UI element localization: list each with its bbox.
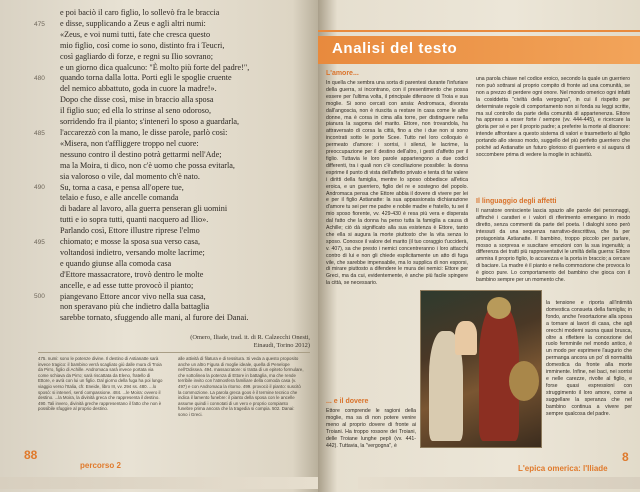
poem-line: tutti e io sopra tutti, quanti nacquero ad Ilio». [60, 215, 209, 225]
footer-band [358, 477, 640, 489]
right-page [318, 0, 640, 492]
line-number: 490 [34, 184, 45, 192]
line-number: 480 [34, 75, 45, 83]
line-number: 495 [34, 238, 45, 246]
column-2-lower [546, 300, 632, 450]
poem-line: telaio e fuso, e alle ancelle comanda [60, 193, 179, 203]
poem-line: mio figlio, così come io sono, distinto fra i Teucri, [60, 40, 225, 50]
section-label-right: L'epica omerica: l'Iliade [518, 464, 608, 473]
left-footer [0, 462, 318, 492]
painting-image [420, 290, 542, 448]
poem-line: nessuno contro il destino potrà gettarmi nell'Ade; [60, 149, 222, 159]
figure-helmet [487, 297, 511, 319]
poem-line: di badare al lavoro, alla guerra penseran gli uomini [60, 204, 228, 214]
poem-line: chiomato; e mosse la sposa sua verso casa, [60, 237, 201, 247]
poem-line: e disse, supplicando a Zeus e agli altri numi: [60, 18, 206, 28]
column-1 [326, 68, 468, 298]
section-label-left: percorso 2 [80, 461, 121, 470]
poem-line: così gagliardo di forze, e regni su Ilio sovrano; [60, 51, 214, 61]
section-heading: Il linguaggio degli affetti [476, 198, 557, 205]
poem-line: non speravano più che indietro dalla battaglia [60, 302, 210, 312]
poem-line: Parlando così, Ettore illustre riprese l'elmo [60, 226, 200, 236]
poem-line: d'Ettore massacratore, trovò dentro le molte [60, 269, 204, 279]
poem-line: sarebbe tornato, sfuggendo alle mani, al furore dei Danai. [60, 313, 249, 323]
poem-text [34, 8, 310, 324]
page-number-right: 8 [622, 450, 629, 464]
section-text: In quella che sembra una sorta di parentesi durante l'infuriare della guerra, si incontrano, con il presentimento che possa essere per l'ultima volta, il principale difensore di Troia e sua moglie. Si sono cercati con ansia: Andromaca, divorata dall'angoscia, non è riuscita a restare in casa come le altre donne, ma è corsa in cima alla torre, per distinguere nella pianura la sagoma del marito. Ettore, non trovandola, ha attraversato di corsa la città, fino a che i due non si sono incontrati sotto le porte Scee. Tutto nel loro colloquio è permeato d'amore: i sorrisi, i silenzi, le lacrime, la preoccupazione per il destino dell'altro, i gesti d'affetto per il figlio. Tuttavia le loro parole appartengono a due codici differenti, tra i quali non c'è conciliazione possibile: la donna esprime il punto di vista dell'affetto privato e tenta di far valere i diritti della famiglia, mentre lo sposo obbedisce all'etica eroica, e un guerriero, figlio del re e sostegno del popolo. Andromaca pensa che Ettore abbia il dovere di vivere per lei e per il figlio Astianatte: la sua appassionata dichiarazione d'amore tu sei per me padre e nobile madre e fratello, tu sei il mio sposo fiorente, vv. 429-430 è resa più vera e disperata dal fatto che la donna ha perso tutta la famiglia a causa di Achille; ciò dà significato alla sua esistenza è Ettore, tanto che ella si augura la morte piuttosto che la vita senza lo sposo. Conosce il valore del marito (il tuo coraggio t'ucciderà, v. 407), sa che presto i nemici concentreranno i loro attacchi contro di lui e non gli chiede esplicitamente un atto di fuga vile, che sarebbe impensabile, ma lo supplica di non esporsi, di mirare piuttosto a difendere le mura dei nemici: Ettore per Greci, ma da cui, evidentemente, è anche più facile spingere la città, se necessario. [326, 80, 468, 287]
citation-line1: (Omero, Iliade, trad. it. di R. Calzecchi Onesti, [190, 334, 310, 341]
citation [150, 334, 310, 350]
poem-line: sia valoroso o vile, dal momento ch'è nato. [60, 171, 200, 181]
poem-line: Dopo che disse così, mise in braccio alla sposa [60, 95, 214, 105]
poem-line: e poi baciò il caro figlio, lo sollevò fra le braccia [60, 8, 220, 17]
poem-line: del nemico abbattuto, goda in cuore la madre!». [60, 84, 217, 94]
poem-line: Su, torna a casa, e pensa all'opere tue, [60, 182, 184, 192]
column-2 [476, 76, 630, 284]
footer-band [0, 477, 318, 489]
page-title: Analisi del testo [332, 40, 458, 57]
poem-line: quando torna dalla lotta. Porti egli le spoglie cruente [60, 73, 232, 83]
line-number: 475 [34, 20, 45, 28]
poem-line: il figlio suo; ed ella lo strinse al seno odoroso, [60, 106, 211, 116]
section-text: Il narratore onnisciente lascia spazio alle parole dei personaggi, affinché i caratteri e i valori di riferimento emergano in modo diretto, senza commenti da parte del poeta. I dialoghi sono però intessuti da una sequenza narrativo-descrittiva, che fa per protagonista Astianatte. Il bambino, troppo piccolo per parlare, mosso a sorpresa e suscitare emozioni con la sua ingenuità; a differenza dei tratti più rappresentativi le umiltà della guerra: Ettore ammira il proprio figlio, lo accarezza e la porta in braccio; a cercare di baciare. La madre è il pianto e nella commozione che provoca lo è gioco pure. Lo comportamento del bambino che gioca con il bambino sempre per un momento che. [476, 208, 630, 284]
section-heading: L'amore... [326, 70, 359, 77]
poem-line: «Misera, non t'affliggere troppo nel cuore: [60, 138, 199, 148]
footnotes-column-left: 475. numi: sono le potenze divine. Il destino di Astianatte sarà invece tragico: il bambino verrà scagliato giù dalle mura di Troia da Pirro, figlio di Achille. Andromaca sarà invece portata via come schiava da Pirro; sarà riscattata da Eleno, fratello di Ettore, e avrà con lui un figlio. Dal giorno della fuga ha poi lungo viaggio verso l'Italia, cfr. Eneide, libro III, vv. 294 ss. 480. ...lo sposò: si intenerì, sentì compassione. 484. ...le Moira: ovvero il destino. ...la Moira, la divinità greca che rappresenta il destino. 490. Tali invero, divinità greche rappresentano il fatto che non è possibile sfuggire al proprio destino. [38, 356, 163, 412]
poem-line: sorridendo fra il pianto; s'intenerì lo sposo a guardarla, [60, 117, 240, 127]
footnotes [38, 352, 310, 462]
section-text: Ettore comprende le ragioni della moglie, ma sa di non potere venire meno al proprio dovere di fronte ai Troiani. Ha troppo rossore dei Troiani, delle Troiane lunghe pepli (vv. 441-442). Tuttavia, la "vergogna", è [326, 408, 416, 449]
poem-line: voltandosi indietro, versando molte lacrime; [60, 247, 205, 257]
citation-line2: Einaudi, Torino 2012) [253, 342, 310, 349]
line-number: 500 [34, 293, 45, 301]
poem-line: piangevano Ettore ancor vivo nella sua casa, [60, 291, 206, 301]
section-heading: ... e il dovere [326, 398, 369, 405]
line-number: 485 [34, 129, 45, 137]
left-page [0, 0, 318, 492]
poem-line: ancelle, e ad esse tutte provocò il pianto; [60, 280, 194, 290]
poem-line: «Zeus, e voi numi tutti, fate che cresca questo [60, 29, 211, 39]
top-rule [318, 30, 640, 32]
page-number-left: 88 [24, 448, 38, 462]
column-1-lower [326, 396, 416, 464]
poem-line: e un giorno dica qualcuno: "È molto più forte del padre!", [60, 62, 250, 72]
figure-shield [509, 361, 539, 401]
poem-line: ma la Moira, ti dico, non c'è uomo che possa evitarla, [60, 160, 235, 170]
poem-line: l'accarezzò con la mano, le disse parole, parlò così: [60, 127, 228, 137]
figure-child [455, 321, 477, 355]
poem-line: e quando giunse alla comoda casa [60, 258, 172, 268]
section-text: la tensione e riporta all'intimità domestica consueta della famiglia; in fondo, anche l'esortazione alla sposa a tornare ai lavori di casa, che agli orecchi moderni suona quasi brusca, oltre a riflettere la concezione del ruolo femminile nel mondo antico, è un modo per esprimere l'augurio che permanga ancora un po' di normalità domestica da fronte alla morte imminente. Infine, nei baci, nei sorrisi e nelle carezze, rivolte al figlio, e forse quasi espressioni con struggimento il loro amore, come a suggellare la speranza che nel bambino continua a vivere per sempre qualcosa del padre. [546, 300, 632, 417]
footnotes-column-right: alle attività di filatura e di tessitura. Si veda a questo proposito anche un altro Figura di moglie ideale, quella di Penelope nell'Odissea. 494. massacratore: si tratta di un epiteto formulare, che sottolinea la potenza di Ettore in battaglia, ma che rende terribile invito con l'atmosfera familiare della comoda casa (v. 497) e con Andromaca la ritorno. 499. provocò il pianto: suscitò la commozione. La parola greca goos è il termine tecnico che indica il lamento funebre: il pianto della sposa con le ancelle assume quindi i connotati di un vero e proprio compianto funebre prima ancora che la tragedia si compia. 502. Danai: sono i Greci. [178, 356, 304, 417]
section-text: una parola chiave nel codice eroico, secondo la quale un guerriero non può sottrarsi al proprio compito di fronte ad una comunità, se non a prezzo di perdere ogni onore. Nel mondo omerico ogni infatti la cosiddetta "civiltà della vergogna", in cui il rispetto per determinate regole di comportamento non si fonda su leggi scritte, ma sul controllo da parte della comunità di appartenenza. Ettore ha appreso a esser forte / sempre (vv. 444-445), e ricercare la gloria per sé e per il proprio padre; a preferire la morte al disonore: intende affrontare a questo sistema di valori e trasmetterlo al figlio portando allo stesso modo, suggello del più perfetto guerriero che poiché ad Astianatte un futuro glorioso di guerriero e si augura di soccombere prima di vedere la moglie in schiavitù. [476, 76, 630, 158]
